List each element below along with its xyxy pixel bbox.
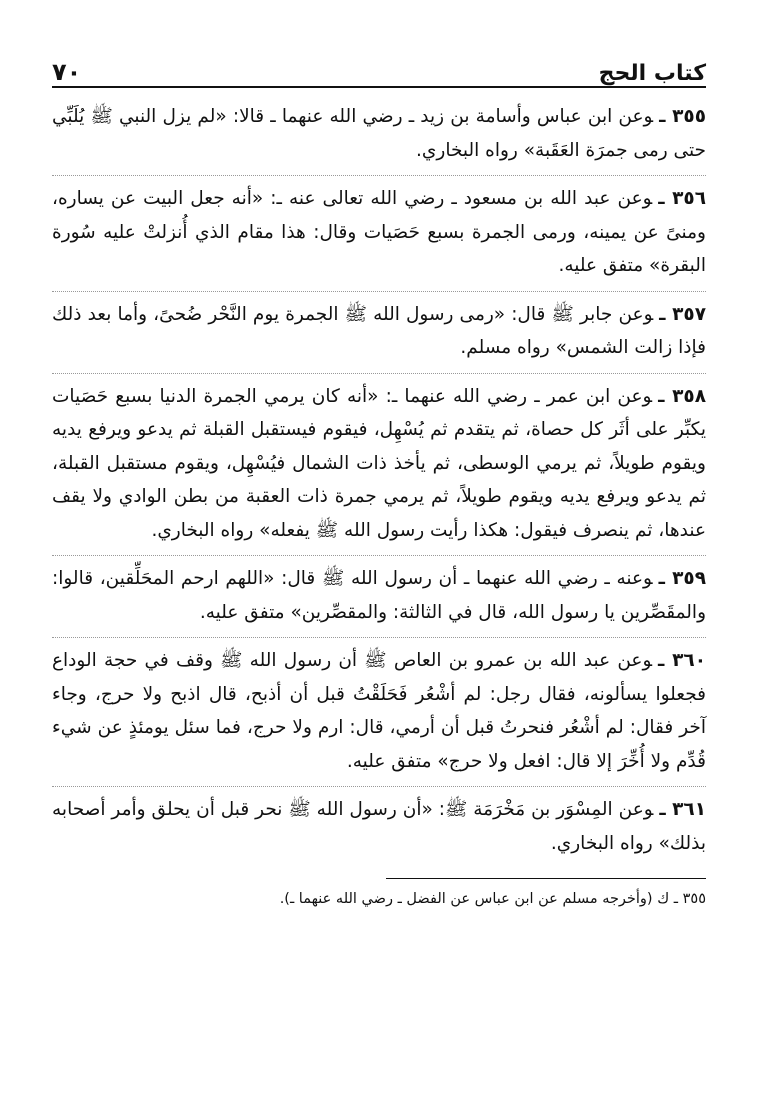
page-number: ٧٠ (52, 58, 82, 86)
hadith-text: وعنه ـ رضي الله عنهما ـ أن رسول الله ﷺ قال: «اللهم ارحم المحَلِّقين، قالوا: والمقَصِّرين يا رسول الله، قال في الثالثة: والمقصِّرين» متفق عليه. (52, 568, 706, 623)
hadith-number: ٣٥٩ ـ (658, 568, 707, 589)
separator (52, 291, 706, 292)
hadith-text: وعن ابن عمر ـ رضي الله عنهما ـ: «أنه كان يرمي الجمرة الدنيا بسبع حَصَيات يكبِّر على أثَر كل حصاة، ثم يتقدم ثم يُسْهِل، فيقوم فيستقبل القبلة ثم يدعو ويرفع يديه ويقوم طويلاً، ثم يرمي الوسطى، ثم يأخذ ذات الشمال فيُسْهِل، ويقوم مستقبل القبلة، ثم يدعو ويرفع يديه ويقوم طويلاً، ثم يرمي جمرة ذات العقبة من بطن الوادي ولا يقف عندها، ثم ينصرف فيقول: هكذا رأيت رسول الله ﷺ يفعله» رواه البخاري. (52, 385, 706, 541)
hadith-text: وعن عبد الله بن مسعود ـ رضي الله تعالى عنه ـ: «أنه جعل البيت عن يساره، ومنىً عن يمينه، ورمى الجمرة بسبع حَصَيات وقال: هذا مقام الذي أُنزلتْ عليه سُورة البقرة» متفق عليه. (52, 188, 706, 276)
hadith-number: ٣٥٨ ـ (658, 385, 706, 407)
separator (52, 555, 706, 556)
separator (52, 637, 706, 638)
separator (52, 175, 706, 176)
hadith-358 (52, 380, 706, 548)
hadith-356 (52, 182, 706, 283)
separator (52, 373, 706, 374)
hadith-text: وعن المِسْوَر بن مَخْرَمَة ﷺ: «أن رسول الله ﷺ نحر قبل أن يحلق وأمر أصحابه بذلك» رواه البخاري. (52, 799, 706, 854)
hadith-361 (52, 793, 706, 860)
hadith-355 (52, 100, 706, 167)
hadith-number: ٣٥٦ ـ (658, 188, 706, 209)
page (52, 40, 706, 911)
separator (52, 786, 706, 787)
hadith-text: وعن جابر ﷺ قال: «رمى رسول الله ﷺ الجمرة يوم النَّحْر ضُحىً، وأما بعد ذلك فإذا زالت الشمس» رواه مسلم. (52, 303, 706, 358)
hadith-number: ٣٥٥ ـ (659, 106, 706, 127)
hadith-number: ٣٦٠ ـ (658, 650, 707, 671)
hadith-360 (52, 644, 706, 778)
hadith-text: وعن عبد الله بن عمرو بن العاص ﷺ أن رسول الله ﷺ وقف في حجة الوداع فجعلوا يسألونه، فقال رجل: لم أشْعُر فَحَلَقْتُ قبل أن أذبح، قال اذبح ولا حرج، وجاء آخر فقال: لم أشْعُر فنحرتُ قبل أن أرمي، قال: ارم ولا حرج، فما سئل يومئذٍ عن شيء قُدِّم ولا أُخِّرَ إلا قال: افعل ولا حرج» متفق عليه. (52, 650, 706, 772)
page-header (52, 40, 706, 88)
hadith-number: ٣٥٧ ـ (659, 303, 706, 325)
footnote-rule (386, 878, 706, 879)
hadith-number: ٣٦١ ـ (659, 799, 707, 820)
hadith-357 (52, 298, 706, 365)
hadith-359 (52, 562, 706, 629)
hadith-text: وعن ابن عباس وأسامة بن زيد ـ رضي الله عنهما ـ قالا: «لم يزل النبي ﷺ يُلَبِّي حتى رمى جمرَة العَقَبة» رواه البخاري. (52, 106, 706, 161)
footnote: ٣٥٥ ـ ك (وأخرجه مسلم عن ابن عباس عن الفضل ـ رضي الله عنهما ـ). (279, 891, 706, 907)
book-title: كتاب الحج (598, 61, 706, 86)
